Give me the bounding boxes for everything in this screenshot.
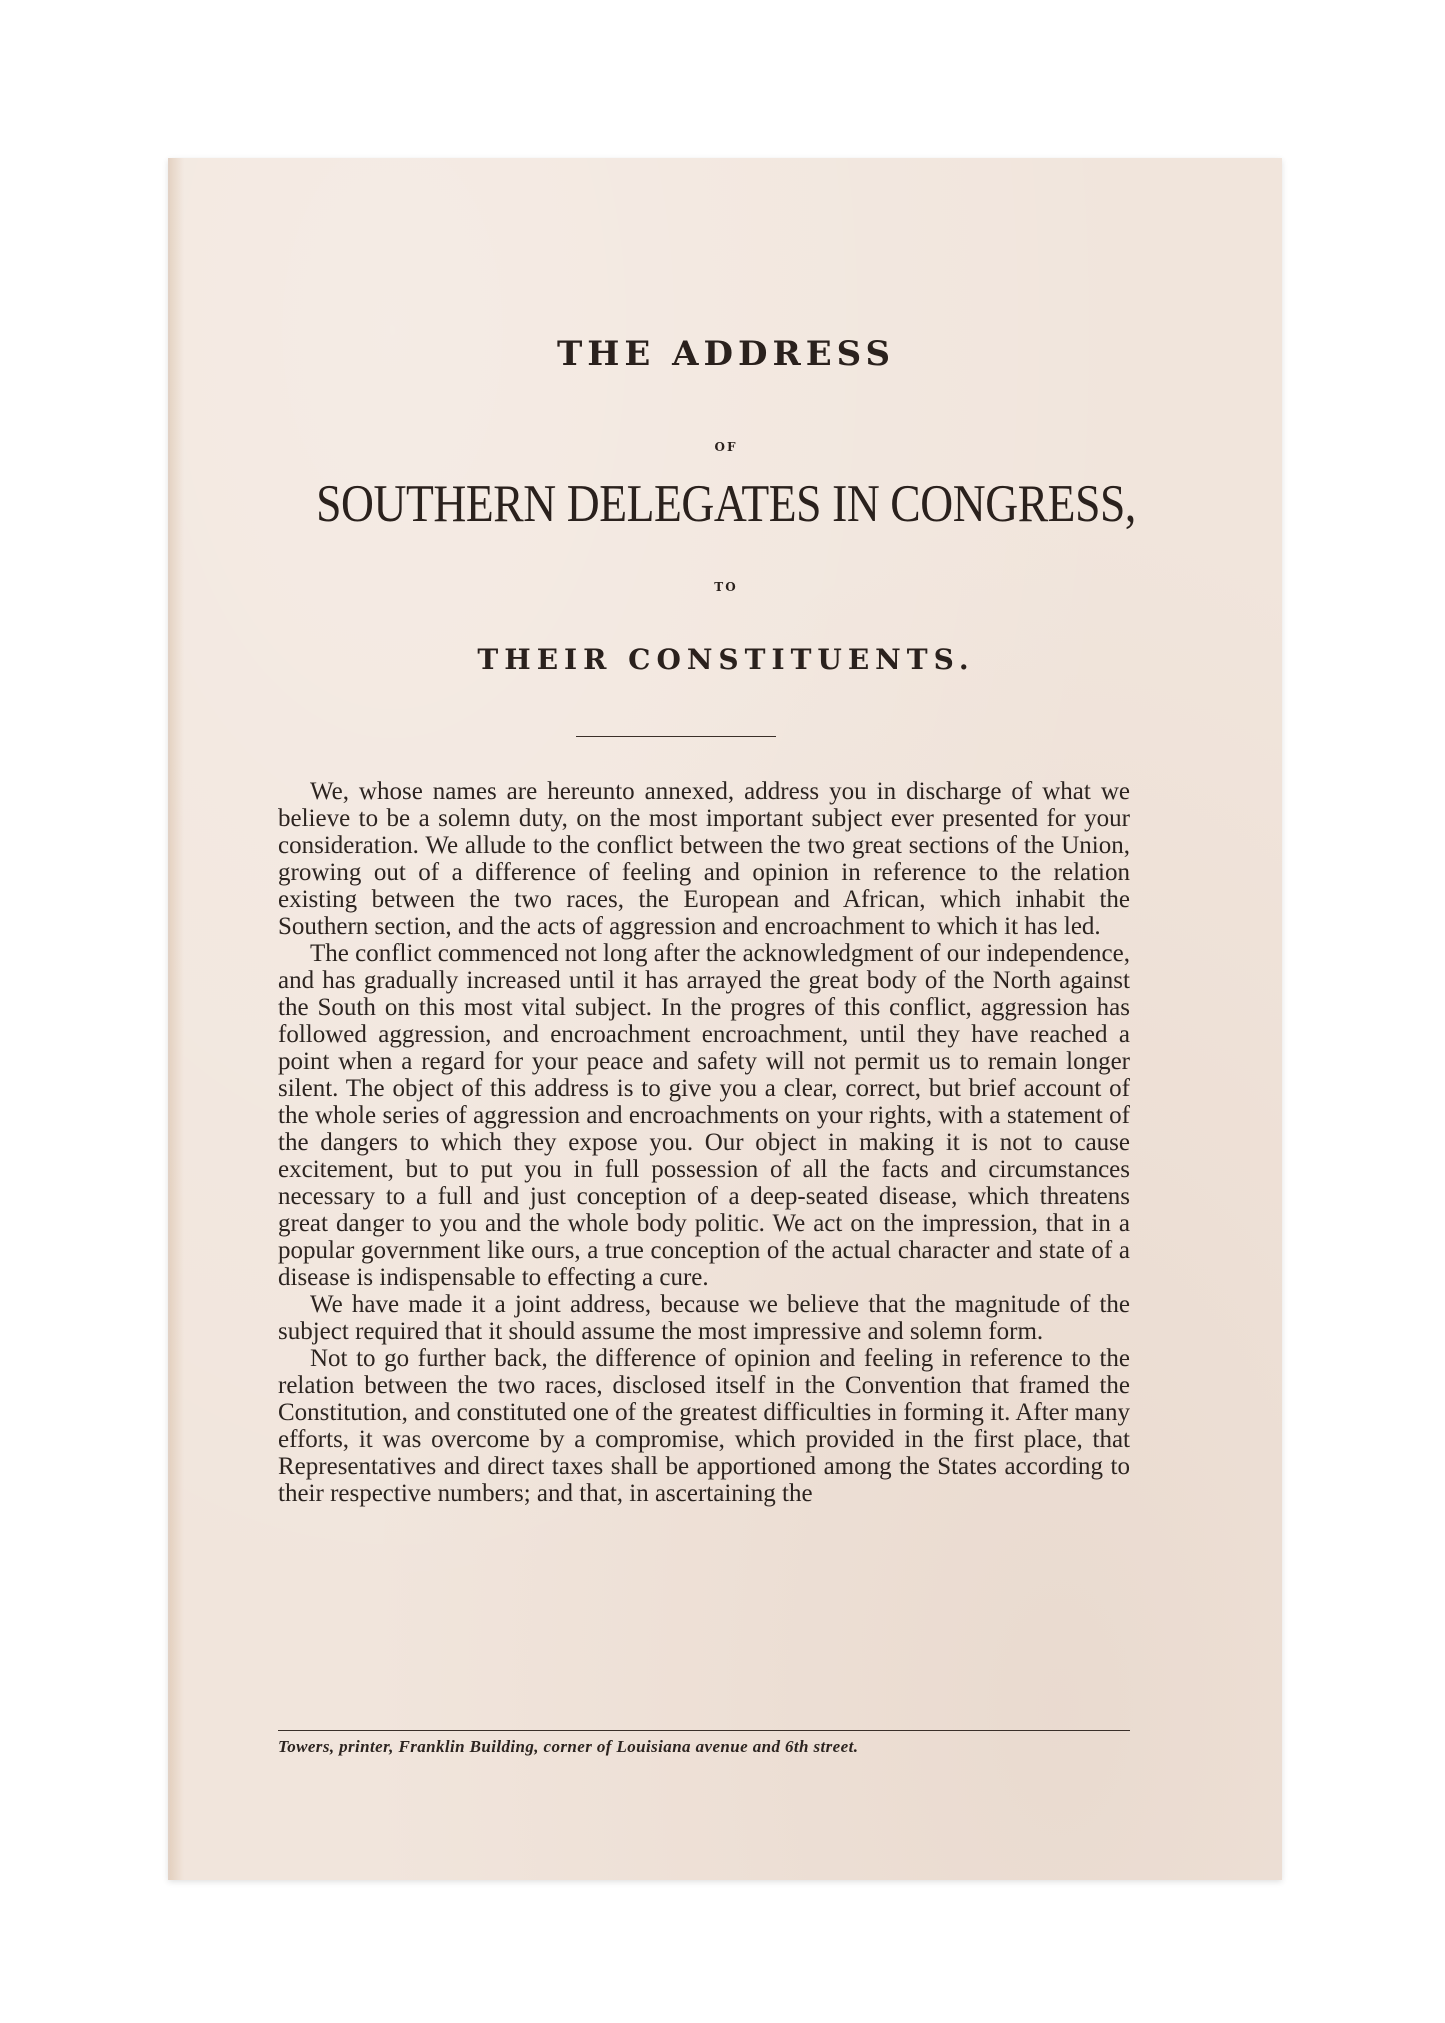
paragraph: We have made it a joint address, because we believe that the magnitude of the subject required that it should assume the most impressive and solemn form. <box>278 1291 1130 1345</box>
paragraph: The conflict commenced not long after the acknowledgment of our independence, and has gradually increased until it has arrayed the great body of the North against the South on this most vital subject. In the progres of this conflict, aggression has followed aggression, and encroachment encroachment, until they have reached a point when a regard for your peace and safety will not permit us to remain longer silent. The object of this address is to give you a clear, correct, but brief account of the whole series of aggression and encroachments on your rights, with a statement of the dangers to which they expose you. Our object in making it is not to cause excitement, but to put you in full possession of all the facts and circumstances necessary to a full and just conception of a deep-seated disease, which threatens great danger to you and the whole body politic. We act on the impression, that in a popular government like ours, a true conception of the actual character and state of a disease is indispensable to effecting a cure. <box>278 940 1130 1291</box>
title-of: OF <box>714 440 738 454</box>
document-page <box>168 158 1282 1880</box>
title-divider <box>576 736 776 737</box>
title-their-constituents: THEIR CONSTITUENTS. <box>477 643 975 676</box>
paragraph: Not to go further back, the difference of opinion and feeling in reference to the relation between the two races, disclosed itself in the Convention that framed the Constitution, and constituted one of the greatest difficulties in forming it. After many efforts, it was overcome by a compromise, which provided in the first place, that Representatives and direct taxes shall be apportioned among the States according to their respective numbers; and that, in ascertaining the <box>278 1345 1130 1507</box>
title-southern-delegates: SOUTHERN DELEGATES IN CONGRESS, <box>316 475 1136 533</box>
title-to: TO <box>714 580 738 594</box>
title-the-address: THE ADDRESS <box>556 334 896 374</box>
body-text <box>278 778 1130 1507</box>
paragraph: We, whose names are hereunto annexed, address you in discharge of what we believe to be a solemn duty, on the most important subject ever presented for your consideration. We allude to the conflict between the two great sections of the Union, growing out of a difference of feeling and opinion in reference to the relation existing between the two races, the European and African, which inhabit the Southern section, and the acts of aggression and encroachment to which it has led. <box>278 778 1130 940</box>
printer-imprint: Towers, printer, Franklin Building, corner of Louisiana avenue and 6th street. <box>278 1730 1130 1757</box>
